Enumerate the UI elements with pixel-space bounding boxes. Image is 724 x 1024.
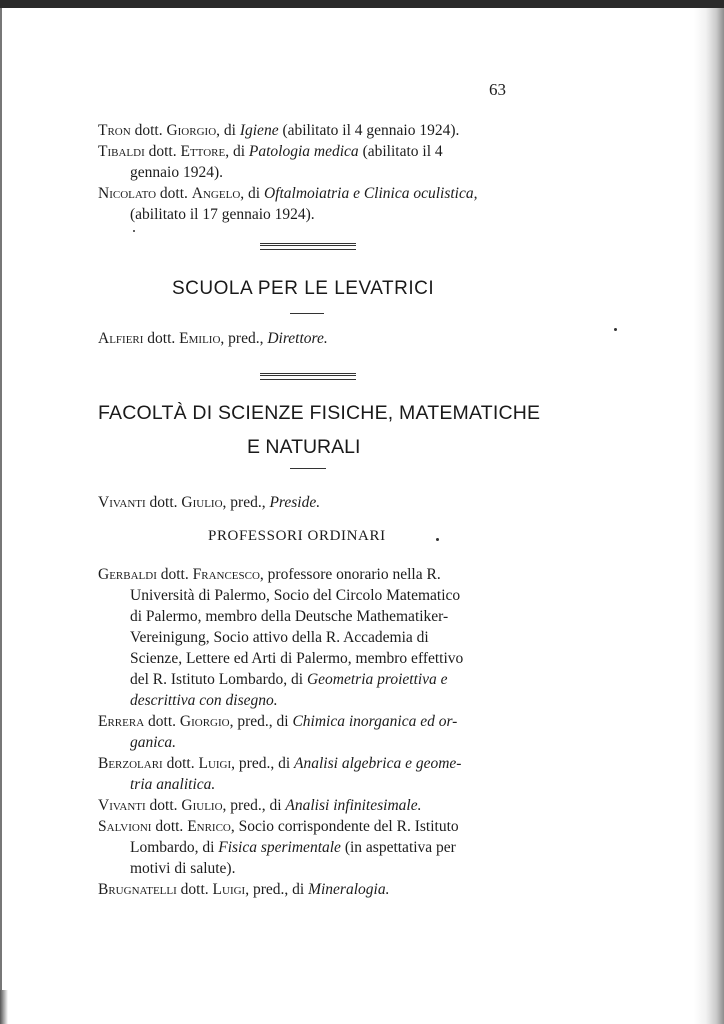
entry-tibaldi-cont: gennaio 1924). bbox=[130, 164, 223, 181]
entry-vivanti: Vivanti dott. Giulio, pred., di Analisi infinitesimale. bbox=[98, 797, 422, 814]
scan-speck bbox=[436, 538, 439, 541]
entry-tron: Tron dott. Giorgio, di Igiene (abilitato il 4 gennaio 1924). bbox=[98, 122, 460, 139]
heading-rule bbox=[290, 468, 326, 469]
subheading-professori-ordinari: PROFESSORI ORDINARI bbox=[208, 528, 386, 544]
entry-gerbaldi-line2: Università di Palermo, Socio del Circolo Matematico bbox=[130, 587, 461, 604]
scan-top-border bbox=[0, 0, 724, 8]
scan-right-shadow bbox=[694, 8, 724, 1024]
scan-speck bbox=[614, 328, 617, 331]
entry-salvioni-line3: motivi di salute). bbox=[130, 860, 236, 877]
entry-berzolari: Berzolari dott. Luigi, pred., di Analisi algebrica e geome- bbox=[98, 755, 462, 772]
entry-gerbaldi: Gerbaldi dott. Francesco, professore onorario nella R. bbox=[98, 566, 441, 583]
entry-errera-cont: ganica. bbox=[130, 734, 177, 751]
scan-left-edge bbox=[0, 8, 2, 1024]
entry-gerbaldi-line3: di Palermo, membro della Deutsche Mathematiker- bbox=[130, 608, 449, 625]
entry-gerbaldi-line4: Vereinigung, Socio attivo della R. Accademia di bbox=[130, 629, 429, 646]
entry-nicolato: Nicolato dott. Angelo, di Oftalmoiatria e Clinica oculistica, bbox=[98, 185, 478, 202]
entry-tibaldi: Tibaldi dott. Ettore, di Patologia medica (abilitato il 4 bbox=[98, 143, 443, 160]
section-heading-levatrici: SCUOLA PER LE LEVATRICI bbox=[172, 278, 435, 299]
entry-nicolato-cont: (abilitato il 17 gennaio 1924). bbox=[130, 206, 315, 223]
entry-gerbaldi-line6: del R. Istituto Lombardo, di Geometria proiettiva e bbox=[130, 671, 448, 688]
entry-gerbaldi-line5: Scienze, Lettere ed Arti di Palermo, membro effettivo bbox=[130, 650, 464, 667]
scan-left-shadow bbox=[0, 990, 8, 1024]
section-heading-scienze-line2: E NATURALI bbox=[247, 436, 361, 458]
entry-salvioni-line2: Lombardo, di Fisica sperimentale (in aspettativa per bbox=[130, 839, 456, 856]
entry-berzolari-cont: tria analitica. bbox=[130, 776, 216, 793]
page-number: 63 bbox=[489, 80, 506, 99]
heading-rule bbox=[290, 313, 324, 314]
section-separator bbox=[260, 373, 356, 380]
entry-salvioni: Salvioni dott. Enrico, Socio corrispondente del R. Istituto bbox=[98, 818, 459, 835]
entry-brugnatelli: Brugnatelli dott. Luigi, pred., di Mineralogia. bbox=[98, 881, 390, 898]
entry-preside: Vivanti dott. Giulio, pred., Preside. bbox=[98, 494, 321, 511]
entry-alfieri: Alfieri dott. Emilio, pred., Direttore. bbox=[98, 330, 328, 347]
entry-errera: Errera dott. Giorgio, pred., di Chimica inorganica ed or- bbox=[98, 713, 458, 730]
section-separator bbox=[260, 243, 356, 250]
scan-speck bbox=[133, 230, 135, 232]
section-heading-scienze-line1: FACOLTÀ DI SCIENZE FISICHE, MATEMATICHE bbox=[98, 402, 541, 424]
entry-gerbaldi-line7: descrittiva con disegno. bbox=[130, 692, 278, 709]
